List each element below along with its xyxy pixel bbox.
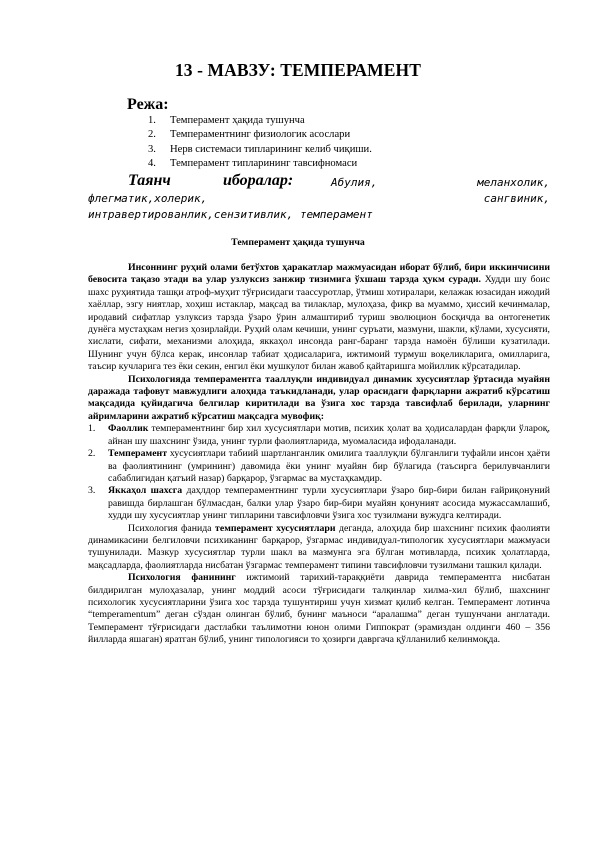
keywords-line-3 <box>88 207 550 223</box>
plan-item <box>148 128 372 142</box>
list-item-term: Темперамент <box>108 448 168 460</box>
plan-heading: Режа: <box>127 96 169 113</box>
paragraph <box>88 374 550 424</box>
bold-text: Психология фанининг <box>128 572 236 584</box>
list-item <box>88 485 550 522</box>
numbered-list <box>88 423 550 522</box>
list-item-number: 2. <box>88 448 96 460</box>
list-item-number: 3. <box>88 485 96 497</box>
bold-text: Инсоннинг руҳий олами бетўхтов ҳаракатлар мажмуасидан иборат бўлиб, бири иккинчисини бевосита тақазо этади ва улар узлуксиз занжир тизимига ўхшаш тарзда ҳукм суради. <box>88 262 550 286</box>
plan-item <box>148 157 372 171</box>
paragraph <box>88 262 550 374</box>
bold-text: Психологияда темпераментга тааллуқли индивидуал динамик хусусиятлар ўртасида муайян даражада тафовут мавжудлиги алоҳида таъкидланади, улар орасидаги фарқларни ажратиб кўрсатиш мақсадида қуйидагича белгилар киритилади ва ўзига хос тарзда тавсифлаб берилади, уларнинг айримларини ажратиб кўрсатиш мақсадга мувофиқ: <box>88 373 550 422</box>
list-item-number: 1. <box>88 423 96 435</box>
paragraph-text: деганда, алоҳида бир шахснинг психик фаолияти динамикасини белгиловчи психиканинг барқарор, ўзгармас индивидуал-типологик хусусиятлари мажмуаси тушунилади. Мазкур хусусиятлар турли шакл ва мазмунга эга бўлган мотивларда, психик ҳолатларда, мақсадларда, фаолиятларда нисбатан ўзгармас темперамент типини тавсифловчи тузилмани ташкил қилади. <box>88 522 550 571</box>
plan-item-text: Темпераментнинг физиологик асослари <box>170 129 351 141</box>
plan-item <box>148 114 372 128</box>
list-item <box>88 423 550 448</box>
keyword: меланхолик, <box>477 176 550 189</box>
plan-item-text: Темперамент ҳақида тушунча <box>170 115 305 126</box>
keywords-label-2: иборалар: <box>223 172 294 189</box>
plan-list <box>148 114 372 171</box>
keyword: флегматик,холерик, <box>88 192 208 205</box>
keywords-line-2 <box>88 191 550 207</box>
list-item <box>88 448 550 485</box>
plan-item-text: Нерв системаси типларининг келиб чиқиши. <box>170 143 372 155</box>
keyword: интравертированлик,сензитивлик, темперамент <box>88 208 373 221</box>
plan-item-number: 2. <box>148 129 156 141</box>
body-text <box>88 262 550 647</box>
list-item-text: хусусиятлари табиий шартланганлик омилига тааллуқли бўлганлиги туфайли инсон ҳаёти ва фаолиятининг (умрининг) давомида ёки унинг муайян бир бўлагида (таъсирга берилувчанлиги сабаблигидан қатъий назар) барқарор, ўзгармас ва мустаҳкамдир. <box>108 448 550 484</box>
section-title: Темперамент ҳақида тушунча <box>231 237 365 248</box>
plan-item <box>148 143 372 157</box>
list-item-text: темпераментнинг бир хил хусусиятлари мотив, психик ҳолат ва ҳодисалардан фарқли ўлароқ, айнан шу шахснинг ўзида, унинг турли фаолиятларида, муомаласида ифодаланади. <box>108 423 550 447</box>
paragraph-text: Худди шу боис шахс руҳиятида ташқи атроф-муҳит тўғрисидаги таассуротлар, ўтмиш хотиралари, келажак юзасидан ижодий хаёллар, эзгу ниятлар, хоҳиш истаклар, мақсад ва тилаклар, мулоҳаза, фикр ва муаммо, ҳиссий кечинмалар, иродавий сифатлар узлуксиз тарзда ўзаро ўрин алмаштириб туриш эволюцион босқичда ва онтогенетик дунёга мустаҳкам негиз ҳозирлайди. Руҳий олам кечиши, унинг суръати, мазмуни, шакли, кўлами, хусусияти, хислати, сифати, механизми алоҳида, яккаҳол инсонда ранг-баранг тарзда намоён бўлиши кузатилади. Шунинг учун бўлса керак, инсонлар табиат ҳодисаларига, ижтимоий турмуш воқеликларига, омилларига, таъсир кучларига тез ёки секин, енгил ёки мушкулот билан жавоб қайтаришга мойиллик кўрсатадилар. <box>88 274 550 373</box>
list-item-term: Фаоллик <box>108 423 149 435</box>
keywords-label: Таянч <box>128 172 171 189</box>
plan-item-number: 1. <box>148 115 156 126</box>
paragraph <box>88 523 550 573</box>
plan-item-text: Темперамент типларининг тавсифномаси <box>170 157 358 169</box>
paragraph <box>88 572 550 646</box>
list-item-text: даҳлдор темпераментнинг турли хусусиятлари ўзаро бир-бири билан ғайриқонуний равишда бирлашган бўлмасдан, балки улар ўзаро бир-бири муайян қонуният асосида мужассамлашиб, худди шу хусусиятлар унинг типларини тавсифловчи ўзига хос тузилмани вужудга келтиради. <box>108 485 550 522</box>
bold-text: темперамент хусусиятлари <box>215 522 336 534</box>
paragraph-text: ижтимоий тарихий-тараққиёти даврида темпераментга нисбатан билдирилган мулоҳазалар, унинг моддий асоси тўғрисидаги талқинлар хилма-хил бўлиб, шахснинг психологик хусусиятларини ўзига хос тарзда тушунтириш учун хизмат қилиб келган. Темперамент лотинча “temperamentum” деган сўздан олинган бўлиб, бунинг маъноси “аралашма” деган тушунчани англатади. Темперамент тўғрисидаги дастлабки таълимотни юнон олими Гиппократ (эрамиздан олдинги 460 – 356 йилларда яшаган) яратган бўлиб, унинг типологияси то ҳозирги давргача қўлланилиб келинмоқда. <box>88 572 550 646</box>
keyword: Абулия, <box>331 176 378 189</box>
plan-item-number: 3. <box>148 143 156 155</box>
list-item-term: Яккаҳол шахсга <box>108 485 183 497</box>
paragraph-text: Психология фанида <box>128 522 216 534</box>
page-title: 13 - МАВЗУ: ТЕМПЕРАМЕНТ <box>174 60 422 80</box>
keyword: сангвиник, <box>483 192 550 205</box>
plan-item-number: 4. <box>148 157 156 169</box>
